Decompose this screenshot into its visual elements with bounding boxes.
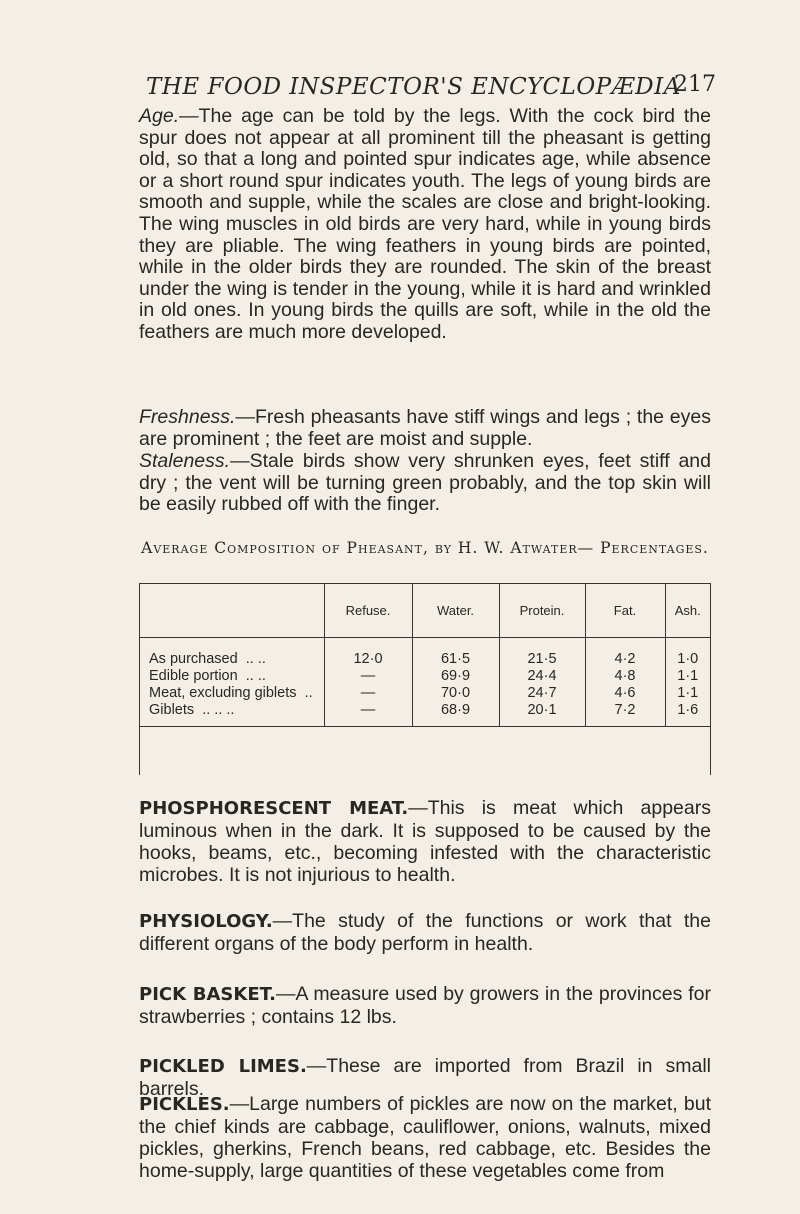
column-header: Protein.	[499, 583, 585, 638]
composition-table	[139, 583, 710, 727]
entry-phosphorescent-meat	[139, 797, 711, 886]
table-row	[139, 701, 710, 727]
table-row	[139, 684, 710, 701]
table-cell: 4·6	[585, 684, 665, 701]
table-cell: 1·1	[677, 684, 699, 701]
table-cell: —	[324, 701, 412, 727]
table-cell: —	[324, 684, 412, 701]
table-cell: 70·0	[412, 684, 499, 701]
table-cell: 68·9	[412, 701, 499, 727]
entry-text: —Large numbers of pickles are now on the market, but the chief kinds are cabbage, cauliflower, onions, walnuts, mixed pickles, gherkins, French beans, red cabbage, etc. Besides the home-supply, large quantities of these vegetables come from	[139, 1093, 711, 1182]
paragraph-freshness	[139, 407, 711, 450]
paragraph-lead: Staleness.	[139, 450, 231, 472]
table-border-right	[710, 583, 711, 775]
entry-term: PHYSIOLOGY.	[139, 911, 273, 932]
paragraph-staleness	[139, 451, 711, 516]
table-cell: 1·0	[677, 650, 699, 667]
entry-text: —These are imported from Brazil in small barrels.	[139, 1055, 711, 1100]
table-cell: 69·9	[412, 667, 499, 684]
entry-text: —The study of the functions or work that the different organs of the body perform in health.	[139, 910, 711, 955]
table-title: Average Composition of Pheasant, by H. W. Atwater— Percentages.	[141, 539, 709, 557]
entry-term: PICK BASKET.	[139, 984, 277, 1005]
table-row	[139, 638, 710, 668]
entry-text: —A measure used by growers in the provinces for strawberries ; contains 12 lbs.	[139, 983, 711, 1028]
entry-term: PICKLES.	[139, 1094, 230, 1115]
column-header: Ash.	[665, 583, 710, 638]
paragraph-text: —Fresh pheasants have stiff wings and legs ; the eyes are prominent ; the feet are moist and supple.	[139, 406, 711, 450]
table-cell: 21·5	[499, 638, 585, 668]
entry-pick-basket	[139, 983, 711, 1028]
column-header: Refuse.	[324, 583, 412, 638]
entry-term: PICKLED LIMES.	[139, 1056, 307, 1077]
entry-pickles	[139, 1093, 711, 1182]
table-cell: 4·2	[585, 638, 665, 668]
paragraph-text: —Stale birds show very shrunken eyes, feet stiff and dry ; the vent will be turning green probably, and the top skin will be easily rubbed off with the finger.	[139, 450, 711, 516]
running-header: THE FOOD INSPECTOR'S ENCYCLOPÆDIA	[146, 74, 681, 100]
table-cell: 1·1	[677, 667, 699, 684]
column-header: Fat.	[585, 583, 665, 638]
table-cell: 24·7	[499, 684, 585, 701]
column-header: Water.	[412, 583, 499, 638]
column-header	[139, 583, 324, 638]
paragraph-lead: Freshness.	[139, 406, 236, 428]
table-header-row	[139, 583, 710, 638]
table-cell: 20·1	[499, 701, 585, 727]
table-row	[139, 667, 710, 684]
paragraph-age	[139, 106, 711, 344]
table-cell: 12·0	[324, 638, 412, 668]
paragraph-lead: Age.	[139, 105, 180, 127]
entry-text: —This is meat which appears luminous when in the dark. It is supposed to be caused by the hooks, beams, etc., becoming infested with the characteristic microbes. It is not injurious to health.	[139, 797, 711, 886]
paragraph-text: —The age can be told by the legs. With the cock bird the spur does not appear at all prominent till the pheasant is getting old, so that a long and pointed spur indicates age, while absence or a short round spur indicates youth. The legs of young birds are smooth and supple, while the scales are close and bright-looking. The wing muscles in old birds are very hard, while in young birds they are pliable. The wing feathers in young birds are pointed, while in the older birds they are rounded. The skin of the breast under the wing is tender in the young, while it is hard and wrinkled in old ones. In young birds the quills are soft, while in the old the feathers are much more developed.	[139, 105, 711, 343]
row-label: Giblets .. .. ..	[139, 701, 324, 727]
row-label: As purchased .. ..	[139, 638, 324, 668]
entry-term: PHOSPHORESCENT MEAT.	[139, 798, 409, 819]
entry-physiology	[139, 910, 711, 955]
page-number: 217	[674, 72, 716, 97]
table-cell: 24·4	[499, 667, 585, 684]
table-cell: 4·8	[585, 667, 665, 684]
table-cell: 1·6	[665, 701, 710, 727]
table-cell: —	[324, 667, 412, 684]
table-cell: 61·5	[412, 638, 499, 668]
table-cell: 7·2	[585, 701, 665, 727]
row-label: Edible portion .. ..	[139, 667, 324, 684]
row-label: Meat, excluding giblets ..	[139, 684, 324, 701]
